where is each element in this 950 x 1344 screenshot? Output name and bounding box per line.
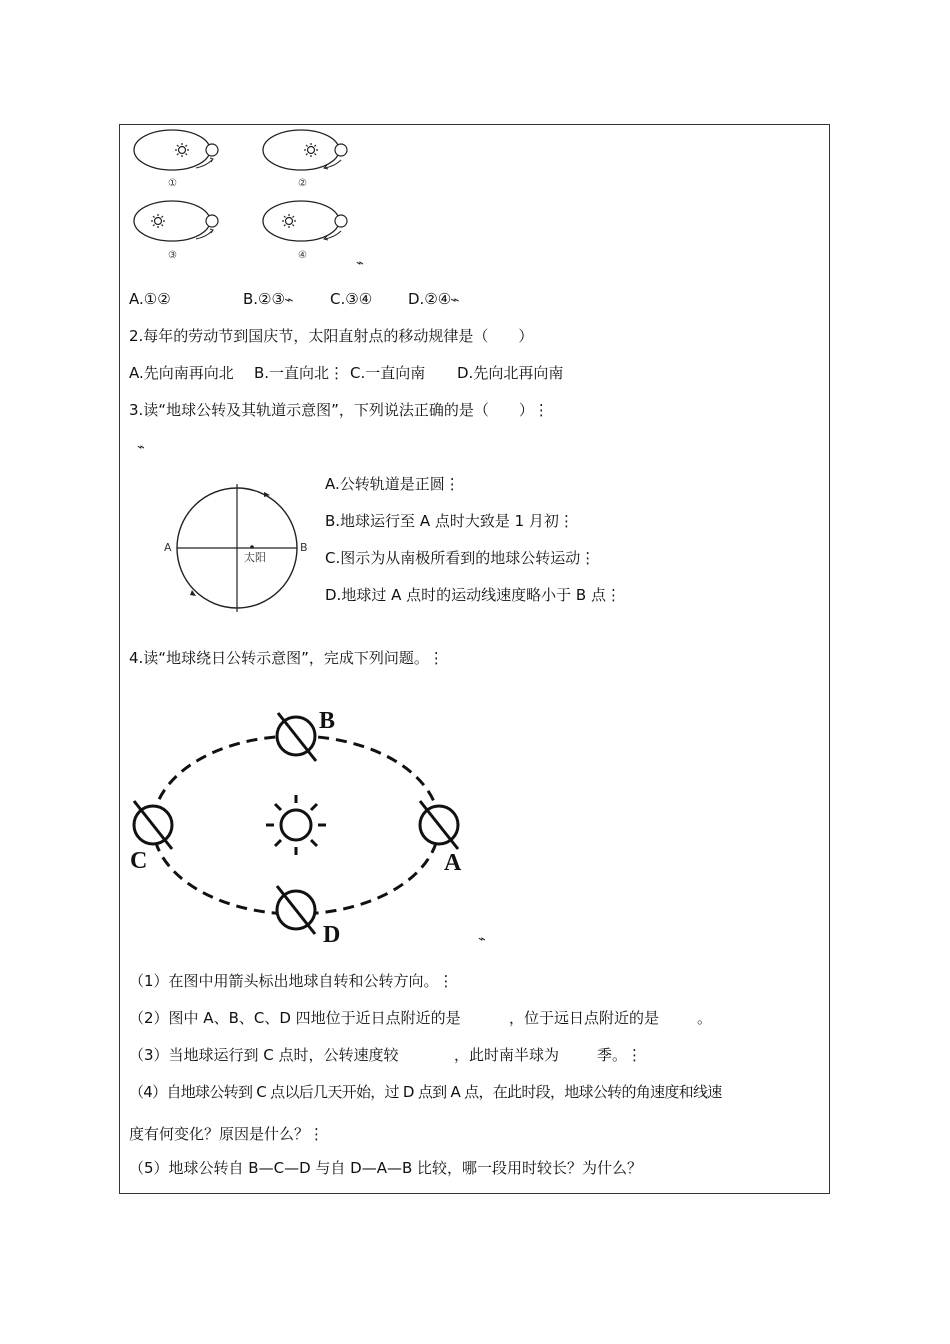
q1-orbit-diagram-1 <box>130 128 230 178</box>
q1-option-d-label: D.②④ <box>408 290 452 308</box>
q4-sub2-part3: 。 <box>697 1009 713 1027</box>
q4-sub4-line2 <box>129 1124 324 1144</box>
q4-sub4-line1: （4）自地球公转到 C 点以后几天开始，过 D 点到 A 点，在此时段，地球公转的角速度和线速 <box>129 1083 722 1101</box>
q4-sub3-part3-text: 季。 <box>597 1046 628 1064</box>
q2-option-b-label: B.一直向北 <box>254 364 330 382</box>
paragraph-mark-icon: ⋮ <box>309 1125 325 1143</box>
q4-sub1 <box>129 971 454 991</box>
q3-option-a-label: A.公转轨道是正圆 <box>325 475 445 493</box>
mouse-icon: ⌁ <box>450 293 460 308</box>
q3-option-d[interactable] <box>325 585 621 605</box>
q2-option-c[interactable]: C.一直向南 <box>350 364 426 382</box>
q3-label-a: A <box>164 541 172 554</box>
q1-option-b[interactable] <box>243 289 293 311</box>
q1-diagram-label-4: ④ <box>298 250 307 261</box>
q3-option-d-label: D.地球过 A 点时的运动线速度略小于 B 点 <box>325 586 606 604</box>
q4-sub2-part1: （2）图中 A、B、C、D 四地位于近日点附近的是 <box>129 1009 461 1027</box>
paragraph-mark-icon: ⋮ <box>627 1046 643 1064</box>
q4-label-d: D <box>323 922 341 948</box>
q4-stem <box>129 648 444 668</box>
q4-sub2-part2: ，位于远日点附近的是 <box>509 1009 660 1027</box>
q1-orbit-diagram-2 <box>259 128 359 178</box>
paragraph-mark-icon: ⋮ <box>558 512 574 530</box>
mouse-icon: ⌁ <box>478 932 486 947</box>
q2-stem: 2.每年的劳动节到国庆节，太阳直射点的移动规律是（ ） <box>129 327 534 345</box>
q2-option-b[interactable] <box>254 363 344 383</box>
q3-option-c-label: C.图示为从南极所看到的地球公转运动 <box>325 549 581 567</box>
q1-option-a[interactable]: A.①② <box>129 290 171 308</box>
q4-sub1-text: （1）在图中用箭头标出地球自转和公转方向。 <box>129 972 439 990</box>
q4-label-c: C <box>130 848 148 874</box>
q4-sub3-part1: （3）当地球运行到 C 点时，公转速度较 <box>129 1046 399 1064</box>
mouse-icon: ⌁ <box>284 293 294 308</box>
paragraph-mark-icon: ⋮ <box>580 549 596 567</box>
q2-option-a[interactable]: A.先向南再向北 <box>129 364 234 382</box>
q3-label-sun: 太阳 <box>244 551 266 564</box>
q1-orbit-diagram-4 <box>259 199 359 249</box>
q3-orbit-diagram <box>160 478 310 618</box>
q3-label-b: B <box>300 541 308 554</box>
paragraph-mark-icon: ⋮ <box>605 586 621 604</box>
q1-option-b-label: B.②③ <box>243 290 285 308</box>
q4-sub3-part2: ，此时南半球为 <box>454 1046 560 1064</box>
q1-diagram-label-3: ③ <box>168 250 177 261</box>
q1-diagram-label-1: ① <box>168 178 177 189</box>
mouse-icon: ⌁ <box>356 256 364 271</box>
q4-label-a: A <box>444 850 462 876</box>
q3-option-b-label: B.地球运行至 A 点时大致是 1 月初 <box>325 512 559 530</box>
q4-sub3-part3 <box>597 1045 642 1065</box>
q4-sub5: （5）地球公转自 B—C—D 与自 D—A—B 比较，哪一段用时较长？为什么？ <box>129 1159 643 1177</box>
paragraph-mark-icon: ⋮ <box>329 364 345 382</box>
q4-stem-text: 4.读“地球绕日公转示意图”，完成下列问题。 <box>129 649 429 667</box>
q3-option-a[interactable] <box>325 474 460 494</box>
mouse-icon: ⌁ <box>137 440 145 455</box>
q1-option-c[interactable]: C.③④ <box>330 290 373 308</box>
q1-diagram-label-2: ② <box>298 178 307 189</box>
q2-option-d[interactable]: D.先向北再向南 <box>457 364 564 382</box>
q3-stem <box>129 400 549 420</box>
q3-option-b[interactable] <box>325 511 574 531</box>
paragraph-mark-icon: ⋮ <box>428 649 444 667</box>
q1-option-d[interactable] <box>408 289 459 311</box>
q4-label-b: B <box>319 708 336 734</box>
q4-orbit-diagram <box>126 700 486 950</box>
q3-stem-text: 3.读“地球公转及其轨道示意图”，下列说法正确的是（ ） <box>129 401 534 419</box>
paragraph-mark-icon: ⋮ <box>533 401 549 419</box>
paragraph-mark-icon: ⋮ <box>438 972 454 990</box>
q4-sub4-line2-text: 度有何变化？原因是什么？ <box>129 1125 310 1143</box>
q1-orbit-diagram-3 <box>130 199 230 249</box>
q3-option-c[interactable] <box>325 548 595 568</box>
paragraph-mark-icon: ⋮ <box>444 475 460 493</box>
